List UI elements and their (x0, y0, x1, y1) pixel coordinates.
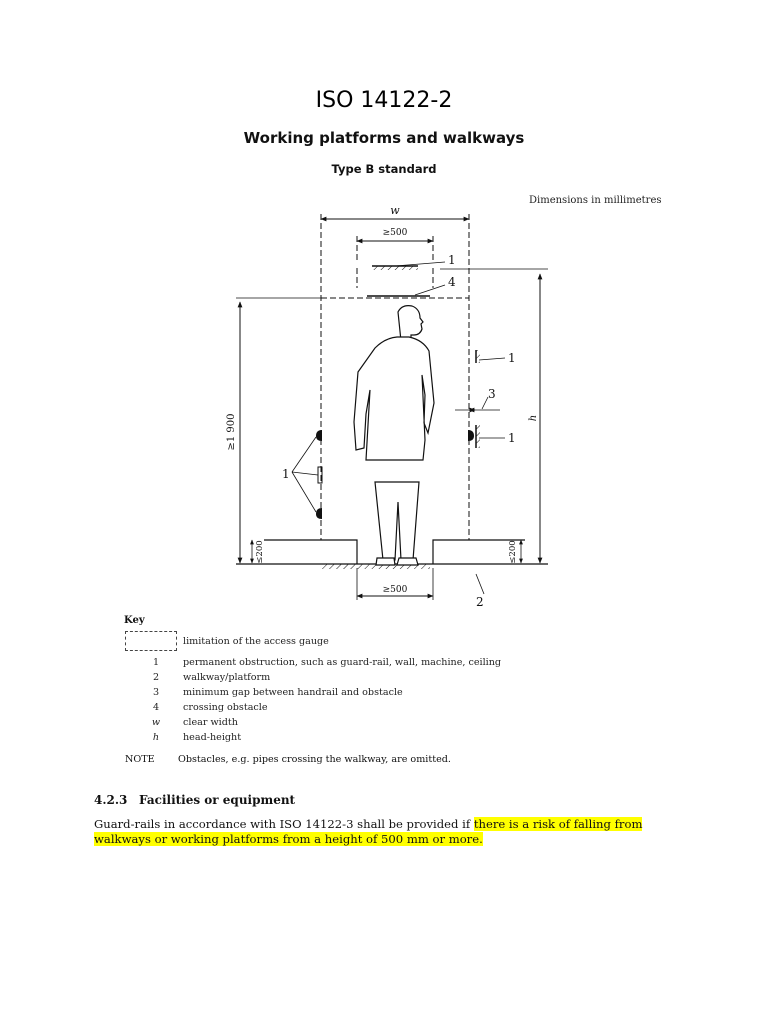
callout-1-top: 1 (448, 253, 456, 267)
dim-min-height: ≥1 900 (226, 413, 237, 451)
key-description: limitation of the access gauge (183, 636, 329, 647)
key-symbol: 1 (152, 657, 160, 668)
access-gauge-symbol (125, 631, 177, 651)
key-description: crossing obstacle (183, 702, 268, 713)
callout-3: 3 (488, 387, 496, 401)
highlighted-text: there is a risk of falling from walkways or working platforms from a height of 500 mm or more. (94, 817, 643, 846)
note-label: NOTE (125, 754, 155, 765)
note-text: Obstacles, e.g. pipes crossing the walkway, are omitted. (178, 754, 451, 765)
key-description: minimum gap between handrail and obstacle (183, 687, 403, 698)
key-symbol: 3 (152, 687, 160, 698)
key-description: walkway/platform (183, 672, 271, 683)
key-symbol: h (152, 732, 160, 743)
document-subtitle: Working platforms and walkways (243, 129, 525, 147)
key-symbol: 2 (152, 672, 160, 683)
dim-step-left: ≤200 (255, 540, 265, 564)
document-title: ISO 14122-2 (315, 88, 453, 113)
section-number: 4.2.3 (94, 793, 128, 807)
callout-1-right-upper: 1 (508, 351, 516, 365)
standard-type: Type B standard (331, 162, 437, 176)
key-description: clear width (183, 717, 238, 728)
callout-4: 4 (448, 275, 456, 289)
key-title: Key (124, 615, 145, 626)
person-figure (354, 306, 434, 565)
dim-h-label: h (528, 414, 539, 422)
section-body (94, 817, 674, 847)
key-description: permanent obstruction, such as guard-rail, wall, machine, ceiling (183, 657, 502, 668)
section-title: Facilities or equipment (139, 793, 296, 807)
dim-min-width-bottom: ≥500 (382, 585, 408, 595)
callout-2: 2 (476, 595, 484, 609)
callout-1-right-lower: 1 (508, 431, 516, 445)
callout-1-left: 1 (282, 467, 290, 481)
dimensions-note: Dimensions in millimetres (529, 195, 662, 206)
dim-w-label: w (390, 204, 400, 217)
section-text: Guard-rails in accordance with ISO 14122-3 shall be provided if (94, 817, 474, 831)
dim-step-right: ≤200 (508, 540, 518, 564)
key-symbol: w (151, 717, 161, 728)
key-description: head-height (183, 732, 242, 743)
dim-min-width-top: ≥500 (382, 228, 408, 238)
key-symbol: 4 (152, 702, 160, 713)
